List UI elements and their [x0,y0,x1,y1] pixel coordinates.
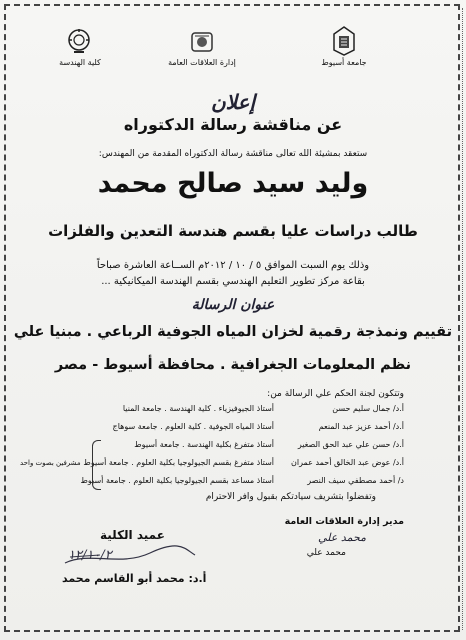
faculty-caption: كلية الهندسة [59,58,101,67]
university-logo-icon [332,26,356,56]
supervisors-label: مشرفين بصوت واحد [20,459,81,467]
member-name: أ.د/ حسن علي عبد الحق الصغير [297,440,404,449]
pr-director-title: مدير إدارة العلاقات العامة [284,516,404,527]
dean-signature: ١٢/١٠/٢ [68,548,112,563]
pr-director-name: محمد علي [306,548,346,558]
member-name: د/ أحمد مصطفي سيف النصر [307,476,404,485]
member-role: أستاذ متفرغ بقسم الجيولوجيا بكلية العلوم . جامعة أسيوط [83,458,274,467]
thesis-title-line-2: نظم المعلومات الجغرافية . محافظة أسيوط - مصر [54,357,412,373]
member-name: أ.د/ أحمد عزيز عبد المنعم [318,422,404,431]
announcement-title: إعلان [210,90,256,114]
candidate-description: طالب دراسات عليا بقسم هندسة التعدين والفلزات [48,222,418,240]
dean-signature-stroke [60,543,200,569]
defense-time: وذلك يوم السبت الموافق ٥ / ١٠ / ٢٠١٢م الســاعة العاشرة صباحاً [96,260,370,271]
committee-member [44,422,404,435]
committee-intro: وتتكون لجنة الحكم علي الرسالة من: [267,389,404,399]
supervisors-brace [92,440,101,490]
pr-director-signature: محمد علي [318,531,366,544]
thesis-title-line-1: تقييم ونمذجة رقمية لخزان المياه الجوفية الرباعي . مبنيا علي [13,324,453,340]
candidate-name: وليد سيد صالح محمد [97,168,369,199]
committee-member [44,404,404,417]
faculty-logo-icon [66,28,92,56]
member-role: أستاذ مساعد بقسم الجيولوجيا بكلية العلوم . جامعة أسيوط [80,476,274,485]
member-role: أستاذ المياه الجوفية . كلية العلوم . جامعة سوهاج [112,422,274,431]
pr-office-logo-icon [189,30,215,54]
dean-name: أ.د: محمد أبو القاسم محمد [62,572,207,585]
announcement-intro: ستعقد بمشيئة الله تعالى مناقشة رسالة الدكتوراه المقدمة من المهندس: [98,149,368,159]
dean-title: عميد الكلية [100,528,165,542]
member-role: أستاذ متفرغ بكلية الهندسة . جامعة أسيوط [134,440,274,449]
announcement-subtitle: عن مناقشة رسالة الدكتوراه [123,115,343,134]
member-name: أ.د/ عوض عبد الخالق أحمد عمران [291,458,404,467]
university-caption: جامعة أسيوط [321,58,367,67]
member-role: أستاذ الجيوفيزياء . كلية الهندسة . جامعة المنيا [122,404,274,413]
pr-office-caption: إدارة العلاقات العامة [168,58,236,67]
thesis-topic-heading: عنوان الرسالة [191,297,275,313]
member-name: أ.د/ جمال سليم حسن [332,404,404,413]
closing-text: وتفضلوا بتشريف سيادتكم بقبول وافر الاحترام [205,492,376,502]
defense-place: بقاعة مركز تطوير التعليم الهندسي بقسم الهندسة الميكانيكية ... [101,276,365,287]
